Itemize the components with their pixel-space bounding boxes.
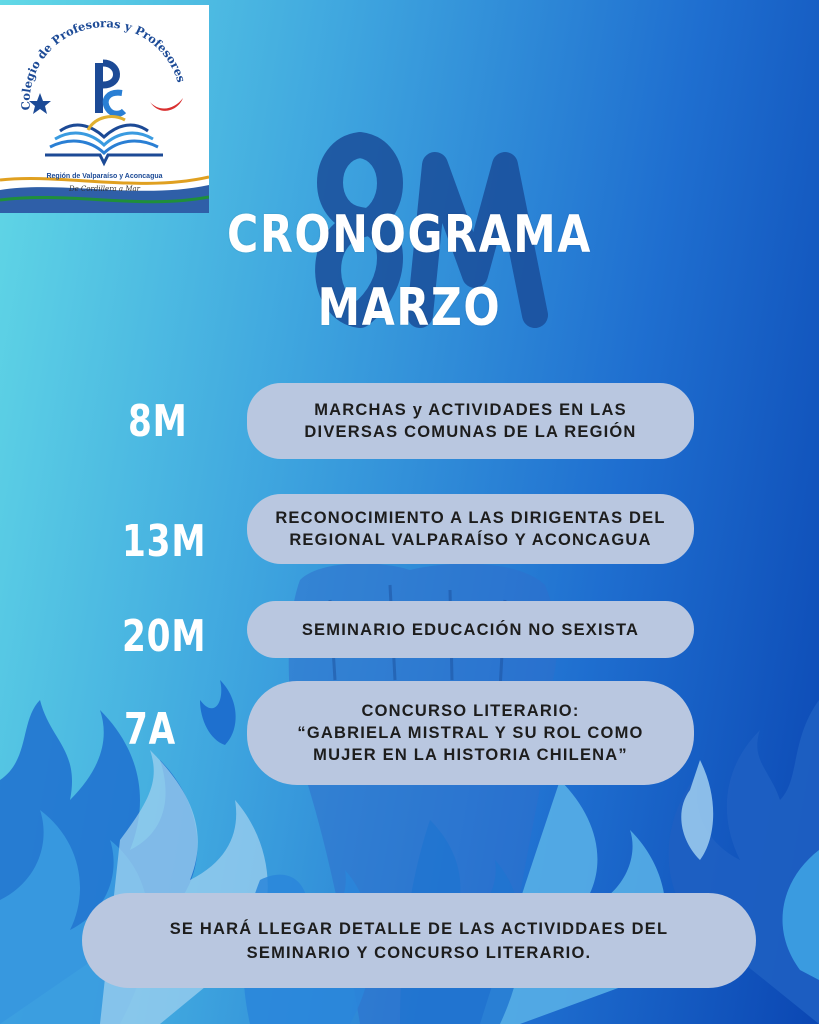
schedule-item-text: SEMINARIO EDUCACIÓN NO SEXISTA (301, 620, 640, 639)
schedule-date: 8M (128, 396, 188, 447)
schedule-item (247, 681, 694, 785)
schedule-date: 7A (124, 704, 177, 755)
schedule-item-text: RECONOCIMIENTO A LAS DIRIGENTAS DEL REGIONAL VALPARAÍSO Y ACONCAGUA (275, 509, 666, 549)
schedule-item (247, 383, 694, 459)
schedule-date: 20M (122, 611, 207, 662)
schedule-item-text: CONCURSO LITERARIO: “GABRIELA MISTRAL Y SU ROL COMO MUJER EN LA HISTORIA CHILENA” (297, 702, 644, 764)
schedule-item (247, 601, 694, 658)
schedule-date: 13M (122, 516, 207, 567)
footer-note-text: SE HARÁ LLEGAR DETALLE DE LAS ACTIVIDDAES DEL SEMINARIO Y CONCURSO LITERARIO. (169, 919, 669, 962)
title-line-2: MARZO (317, 278, 502, 338)
logo-region-text: Región de Valparaíso y Aconcagua (46, 173, 163, 180)
schedule-item (247, 494, 694, 564)
logo-emblem (0, 5, 209, 213)
footer-note (82, 893, 756, 988)
schedule-item-text: MARCHAS y ACTIVIDADES EN LAS DIVERSAS COMUNAS DE LA REGIÓN (304, 401, 637, 441)
svg-text:Colegio de Profesoras y Profes: Colegio de Profesoras y Profesores (18, 16, 189, 111)
logo-motto: De Cordillera a Mar (68, 185, 141, 193)
organization-logo (0, 5, 209, 213)
title-line-1: CRONOGRAMA (227, 205, 592, 265)
